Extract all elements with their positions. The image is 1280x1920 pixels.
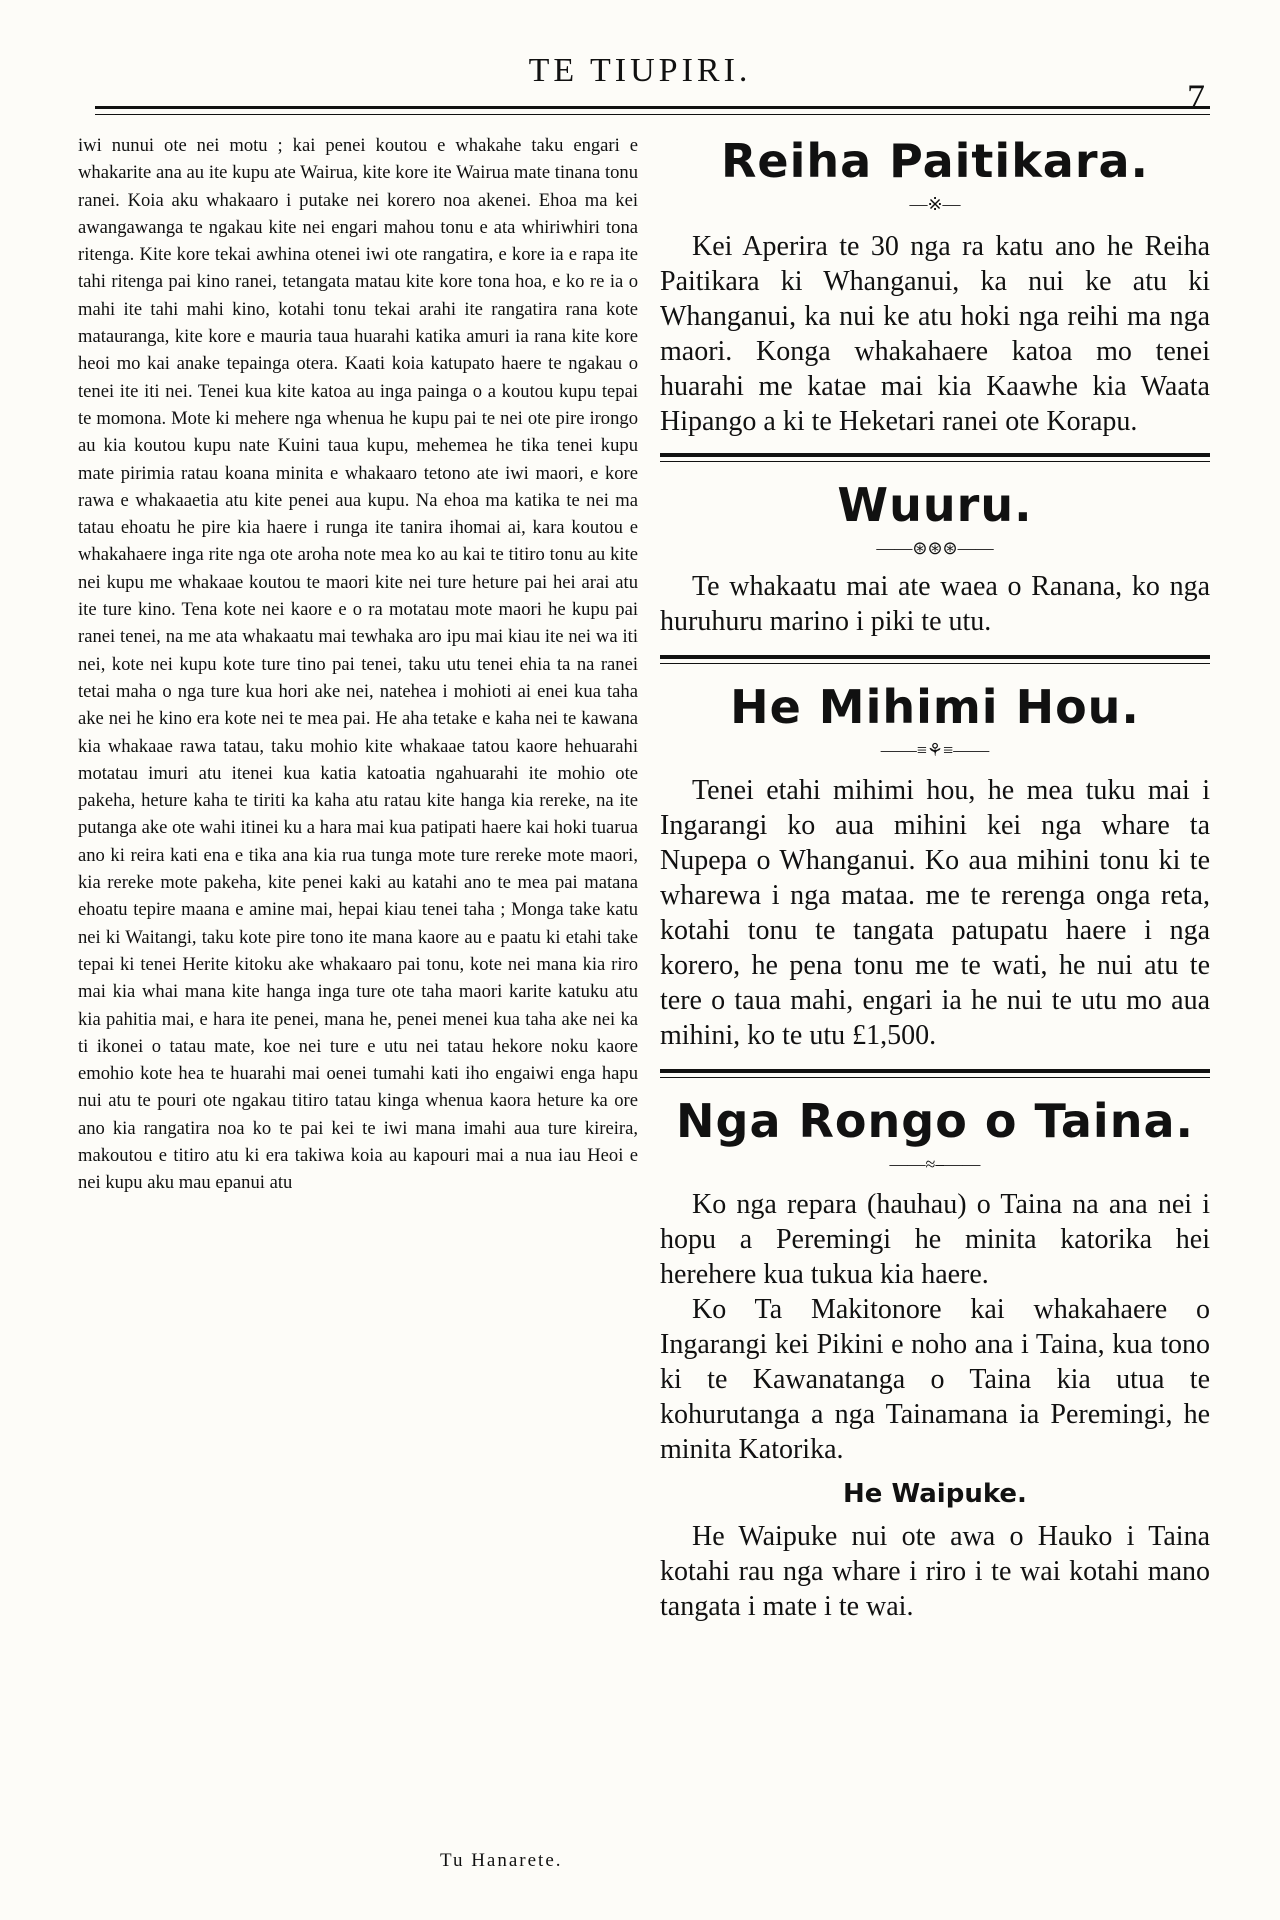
ornament-divider: ——⊛⊛⊛—— (876, 538, 994, 558)
headline-wuuru: Wuuru. (837, 478, 1033, 532)
ornament-divider: —※— (909, 194, 961, 214)
article-reiha (660, 134, 1210, 439)
letter-body: iwi nunui ote nei motu ; kai penei koutou e whakahe taku engari e whakarite ana au ite kupu ate Wairua, kite kore ite Wairua mate tinana tonu ranei. Koia aku whakaaro i putake nei korero noa akenei. Ehoa ma kei awangawanga te ngakau kite nei engari mahou tonu e ata whiriwhiri tona ritenga. Kite kore tekai awhina otenei iwi ote rangatira, e kore ia e rapa ite tahi ritenga pai kino ranei, tetangata matau kite kore tona hoa, e ko re ia o mahi ite tahi mahi kino, kotahi tonu tekai arahi ite rangatira rana kote matauranga, kite kore e mauria taua huarahi katika amuri ia rana kite kore heoi mo kai anake tepainga otera. Kaati koia katupato haere te ngakau o tenei ite iti nei. Tenei kua kite katoa au inga painga o a koutou kupu tepai te momona. Mote ki mehere nga whenua he kupu pai te nei ote pire irongo au kia koutou kupu nate Kuini taua kupu, mehemea he tika tenei kupu mate pirimia ratau koana minita e whakaaro tetono ate iwi maori, e kore rawa e whakaaetia atu kite penei aua kupu. Na ehoa ma katika te nei ma tatau ehoatu he pire kia haere i runga ite tanira ihomai ai, kara koutou e whakahaere inga rite nga ote aroha note mea ko au kai te titiro tonu au kite nei kupu me whakaae koutou te maori kite nei ture heture pai hei arai atu ite ture kino. Tena kote nei kaore e o ra motatau mote maori he kupu pai ranei tenei, na me ata whakaatu mai tewhaka aro ipu mai kiau ite nei wa iti nei, kote nei kupu kote ture tino pai tenei, taku utu tenei ehia ta na ranei tetai maha o nga ture kua hori ake nei, natehea i mohioti ai enei kua taha ake nei he kino era kote nei te mea pai. He aha tetake e kaha nei te kawana kia whakaae rawa tatau, taku mohio kite whakaae tatou kaore hehuarahi motatau imuri atu itenei kua katia katoatia ngahuarahi ite mohio ote pakeha, heture kaha te tiriti ka kaha atu ratau kite hanga kia rereke, na ite putanga ake ote wahi itinei ku a hara mai kua patipati haere kai hoki tuarua ano ki reira kati ena e tika ana kia rua tunga mote ture rereke mote maori, kia rereke mote pakeha, kite penei kaki au katahi ano te mea pai matana ehoatu tepire maana e amine mai, hepai kiau tenei taha ; Monga take katu nei ki Waitangi, taku kote pire tono ite mana kaore au e paatu ki etahi take tepai ki tenei Herite kitoku ake whakaaro pai tonu, kote nei mana kia riro mai kia whai mana kite hanga inga ture ote taha maori karite katuku atu kia pahitia mai, e hara ite penei, mana he, penei menei kua taha ake nei ka ti ikonei o tatau mate, koe nei ture e utu nei tatau hekore noku kaore emohio kote hea te huarahi mai oenei tumahi kati iho engaiwi enga hapu nui atu te pouri ote ngakau titiro tatau kinga whenua kaora heture ka ore ano kia rangatira noa ko te pai kei te iwi mana imahi aua ture kireira, makoutou e titiro atu ki era takiwa koia au kapouri mai a nua iau Heoi e nei kupu aku mau epanui atu (78, 135, 638, 1194)
section-rule (660, 655, 1210, 659)
article-wuuru (660, 478, 1210, 639)
article-paragraph: Kei Aperira te 30 nga ra katu ano he Reiha Paitikara ki Whanganui, ka nui ke atu ki Whanganui, ka nui ke atu hoki nga reihi ma nga maori. Konga whakahaere katoa mo tenei huarahi me katae mai kia Kaawhe kia Waata Hipango a ki te Heketari ranei ote Korapu. (660, 231, 1210, 437)
article-paragraph: He Waipuke nui ote awa o Hauko i Taina kotahi rau nga whare i riro i te wai kotahi mano tangata i mate i te wai. (660, 1521, 1210, 1622)
section-rule (660, 1069, 1210, 1073)
page-number: 7 (1187, 77, 1205, 117)
article-paragraph: Te whakaatu mai ate waea o Ranana, ko nga huruhuru marino i piki te utu. (660, 571, 1210, 637)
ornament-divider: ——≈⎯—— (889, 1154, 981, 1174)
left-column-letter (78, 132, 638, 1197)
right-column (660, 132, 1210, 1624)
headline-reiha: Reiha Paitikara. (720, 134, 1150, 188)
section-rule-thin (660, 1077, 1210, 1078)
section-rule-thin (660, 663, 1210, 664)
section-rule (660, 453, 1210, 457)
headline-mihimi: He Mihimi Hou. (730, 680, 1140, 734)
article-mihimi (660, 680, 1210, 1053)
letter-signature: Tu Hanarete. (440, 1850, 563, 1871)
article-taina (660, 1094, 1210, 1624)
section-rule-thin (660, 461, 1210, 462)
header-rule-thick (95, 106, 1210, 109)
article-paragraph: Tenei etahi mihimi hou, he mea tuku mai i Ingarangi ko aua mihini kei nga whare ta Nupepa o Whanganui. Ko aua mihini tonu ki te wharewa i nga mataa. me te rerenga onga reta, kotahi tonu te tangata patupatu haere i nga korero, he pena tonu me te wati, he nui atu te tere o taua mahi, engari ia he nui te utu mo aua mihini, ko te utu £1,500. (660, 775, 1210, 1051)
article-paragraph: Ko nga repara (hauhau) o Taina na ana nei i hopu a Peremingi he minita katorika hei herehere kua tukua kia haere. (660, 1189, 1210, 1290)
headline-taina: Nga Rongo o Taina. (676, 1094, 1194, 1148)
newspaper-title: TE TIUPIRI. (528, 52, 752, 89)
article-paragraph: Ko Ta Makitonore kai whakahaere o Ingarangi kei Pikini e noho ana i Taina, kua tono ki te Kawanatanga o Taina kia utua te kohurutanga a nga Tainamana ia Peremingi, he minita Katorika. (660, 1294, 1210, 1465)
masthead (0, 40, 1280, 117)
subheading-waipuke: He Waipuke. (843, 1479, 1027, 1509)
ornament-divider: ——≡⚘≡—— (880, 740, 990, 760)
header-rule-thin (95, 114, 1210, 115)
